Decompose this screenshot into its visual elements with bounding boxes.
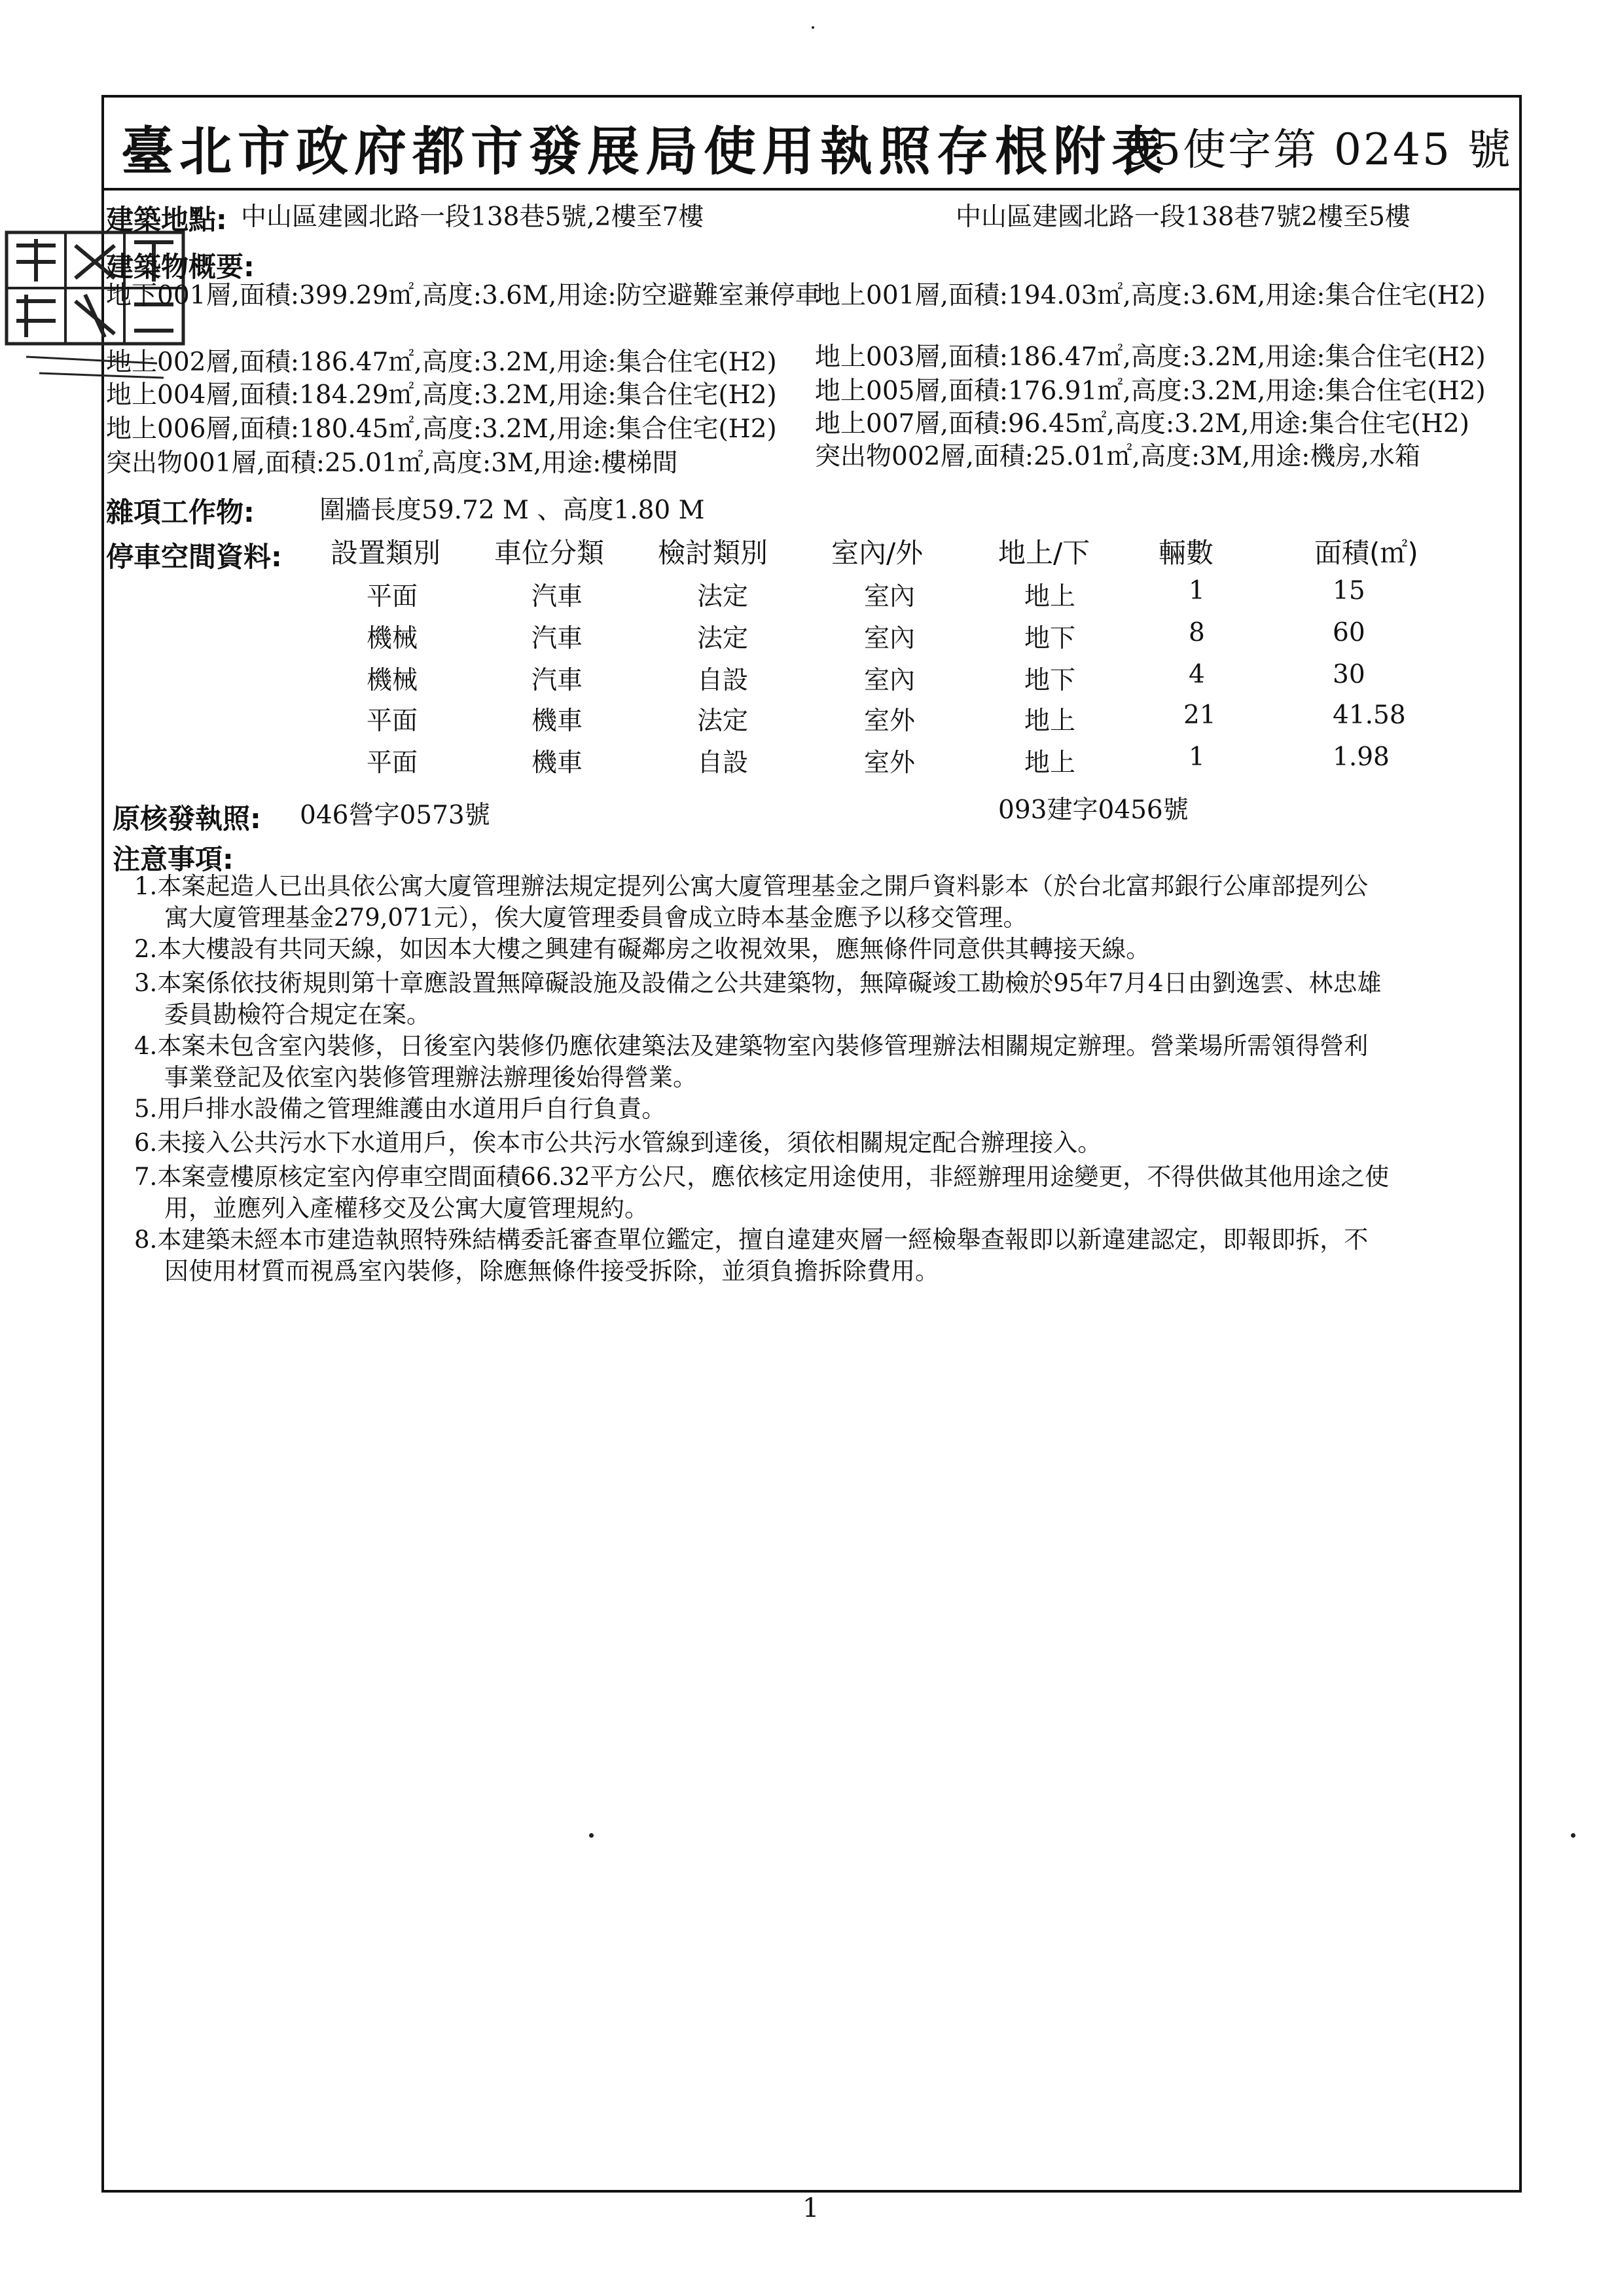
table-cell: 60 bbox=[1333, 618, 1365, 647]
table-cell: 21 bbox=[1183, 701, 1216, 730]
table-cell: 機車 bbox=[531, 706, 583, 736]
floor-right-5: 突出物002層,面積:25.01㎡,高度:3M,用途:機房,水箱 bbox=[815, 442, 1420, 471]
note-line: 本案係依技術規則第十章應設置無障礙設施及設備之公共建築物，無障礙竣工勘檢於95年7月4日由劉逸雲、林忠雄 bbox=[157, 969, 1382, 997]
table-cell: 室外 bbox=[864, 748, 916, 778]
table-cell: 法定 bbox=[697, 706, 749, 736]
table-cell: 1.98 bbox=[1333, 742, 1390, 772]
parking-header-area: 面積(㎡) bbox=[1314, 537, 1418, 569]
floor-left-3: 地上004層,面積:184.29㎡,高度:3.2M,用途:集合住宅(H2) bbox=[106, 380, 777, 410]
parking-header-review: 檢討類別 bbox=[658, 537, 768, 569]
table-cell: 室內 bbox=[864, 624, 916, 653]
permit-number: 95使字第 0245 號 bbox=[1124, 124, 1513, 175]
misc-value: 圍牆長度59.72 M 、高度1.80 M bbox=[319, 496, 705, 525]
note-line: 寓大廈管理基金279,071元），俟大廈管理委員會成立時本基金應予以移交管理。 bbox=[164, 903, 1028, 932]
note-item-6 bbox=[134, 1127, 1102, 1159]
table-cell: 自設 bbox=[697, 666, 749, 695]
original-permit-1: 046營字0573號 bbox=[300, 801, 490, 830]
table-cell: 法定 bbox=[697, 624, 749, 653]
table-cell: 室內 bbox=[864, 582, 916, 611]
note-item-4 bbox=[134, 1030, 1368, 1093]
table-cell: 平面 bbox=[367, 582, 418, 611]
floor-left-5: 突出物001層,面積:25.01㎡,高度:3M,用途:樓梯間 bbox=[106, 448, 678, 478]
note-item-1 bbox=[134, 871, 1368, 934]
site-label: 建築地點: bbox=[106, 204, 227, 236]
note-line: 本案未包含室內裝修，日後室內裝修仍應依建築法及建築物室內裝修管理辦法相關規定辦理。營業場所需領得營利 bbox=[157, 1032, 1369, 1060]
note-line: 事業登記及依室內裝修管理辦法辦理後始得營業。 bbox=[164, 1063, 697, 1091]
table-cell: 室內 bbox=[864, 666, 916, 695]
table-cell: 1 bbox=[1189, 742, 1205, 772]
floor-left-4: 地上006層,面積:180.45㎡,高度:3.2M,用途:集合住宅(H2) bbox=[106, 414, 777, 444]
note-line: 本大樓設有共同天線，如因本大樓之興建有礙鄰房之收視效果，應無條件同意供其轉接天線。 bbox=[157, 935, 1151, 963]
note-line: 本案起造人已出具依公寓大廈管理辦法規定提列公寓大廈管理基金之開戶資料影本（於台北富邦銀行公庫部提列公 bbox=[157, 872, 1369, 900]
floor-left-2: 地上002層,面積:186.47㎡,高度:3.2M,用途:集合住宅(H2) bbox=[106, 348, 777, 377]
note-item-3 bbox=[134, 968, 1381, 1030]
site-address-1: 中山區建國北路一段138巷5號,2樓至7樓 bbox=[241, 202, 704, 232]
floor-left-1: 地下001層,面積:399.29㎡,高度:3.6M,用途:防空避難室兼停車 bbox=[106, 281, 821, 310]
parking-header-level: 地上/下 bbox=[998, 537, 1090, 569]
note-line: 本建築未經本市建造執照特殊結構委託審查單位鑑定，擅自違建夾層一經檢舉查報即以新違建認定，即報即拆，不 bbox=[157, 1226, 1369, 1254]
table-cell: 地上 bbox=[1024, 706, 1076, 736]
parking-header-type: 設置類別 bbox=[331, 537, 441, 569]
note-item-2 bbox=[134, 934, 1150, 965]
note-item-5 bbox=[134, 1093, 666, 1125]
note-number: 5. bbox=[134, 1095, 158, 1123]
scan-speck bbox=[589, 1833, 594, 1838]
floor-right-2: 地上003層,面積:186.47㎡,高度:3.2M,用途:集合住宅(H2) bbox=[815, 342, 1486, 372]
parking-header-vehicle: 車位分類 bbox=[494, 537, 605, 569]
table-cell: 自設 bbox=[697, 748, 749, 778]
parking-label: 停車空間資料: bbox=[106, 541, 282, 573]
floor-right-3: 地上005層,面積:176.91㎡,高度:3.2M,用途:集合住宅(H2) bbox=[815, 376, 1486, 406]
table-cell: 汽車 bbox=[531, 666, 583, 695]
note-number: 1. bbox=[134, 872, 158, 900]
floor-right-4: 地上007層,面積:96.45㎡,高度:3.2M,用途:集合住宅(H2) bbox=[815, 409, 1469, 439]
note-line: 因使用材質而視爲室內裝修，除應無條件接受拆除，並須負擔拆除費用。 bbox=[164, 1257, 939, 1285]
table-cell: 30 bbox=[1333, 660, 1365, 689]
table-cell: 41.58 bbox=[1333, 701, 1406, 730]
note-line: 用戶排水設備之管理維護由水道用戶自行負責。 bbox=[157, 1095, 666, 1123]
scan-speck bbox=[812, 26, 814, 29]
note-number: 8. bbox=[134, 1226, 158, 1254]
note-number: 2. bbox=[134, 935, 158, 963]
table-cell: 地上 bbox=[1024, 748, 1076, 778]
document-title: 臺北市政府都市發展局使用執照存根附表 bbox=[121, 120, 1170, 182]
parking-header-indoor: 室內/外 bbox=[831, 537, 924, 569]
table-cell: 汽車 bbox=[531, 624, 583, 653]
table-cell: 地下 bbox=[1024, 666, 1076, 695]
floor-right-1: 地上001層,面積:194.03㎡,高度:3.6M,用途:集合住宅(H2) bbox=[815, 281, 1486, 310]
note-line: 委員勘檢符合規定在案。 bbox=[164, 1000, 431, 1029]
title-row bbox=[101, 95, 1522, 191]
note-number: 3. bbox=[134, 969, 158, 997]
original-permit-2: 093建字0456號 bbox=[998, 795, 1189, 825]
site-address-2: 中山區建國北路一段138巷7號2樓至5樓 bbox=[956, 202, 1411, 232]
page-number: 1 bbox=[802, 2193, 819, 2223]
table-cell: 8 bbox=[1189, 618, 1205, 647]
note-line: 用，並應列入產權移交及公寓大廈管理規約。 bbox=[164, 1194, 649, 1222]
note-item-8 bbox=[134, 1224, 1368, 1287]
misc-label: 雜項工作物: bbox=[106, 496, 255, 528]
note-number: 6. bbox=[134, 1129, 158, 1157]
table-cell: 平面 bbox=[367, 748, 418, 778]
table-cell: 平面 bbox=[367, 706, 418, 736]
table-cell: 1 bbox=[1189, 576, 1205, 606]
table-cell: 地上 bbox=[1024, 582, 1076, 611]
table-cell: 機械 bbox=[367, 624, 418, 653]
table-cell: 機械 bbox=[367, 666, 418, 695]
building-label: 建築物概要: bbox=[106, 251, 255, 283]
table-cell: 汽車 bbox=[531, 582, 583, 611]
table-cell: 機車 bbox=[531, 748, 583, 778]
note-number: 4. bbox=[134, 1032, 158, 1060]
table-cell: 地下 bbox=[1024, 624, 1076, 653]
note-number: 7. bbox=[134, 1163, 158, 1191]
table-cell: 室外 bbox=[864, 706, 916, 736]
note-line: 未接入公共污水下水道用戶，俟本市公共污水管線到達後，須依相關規定配合辦理接入。 bbox=[157, 1129, 1102, 1157]
table-cell: 15 bbox=[1333, 576, 1365, 606]
notes-label: 注意事項: bbox=[113, 843, 234, 875]
table-cell: 法定 bbox=[697, 582, 749, 611]
note-item-7 bbox=[134, 1161, 1389, 1224]
note-line: 本案壹樓原核定室內停車空間面積66.32平方公尺，應依核定用途使用，非經辦理用途變更，不得供做其他用途之使 bbox=[157, 1163, 1390, 1191]
scan-speck bbox=[1571, 1833, 1575, 1838]
table-cell: 4 bbox=[1189, 660, 1205, 689]
original-permit-label: 原核發執照: bbox=[113, 803, 261, 835]
parking-header-count: 輛數 bbox=[1159, 537, 1214, 569]
